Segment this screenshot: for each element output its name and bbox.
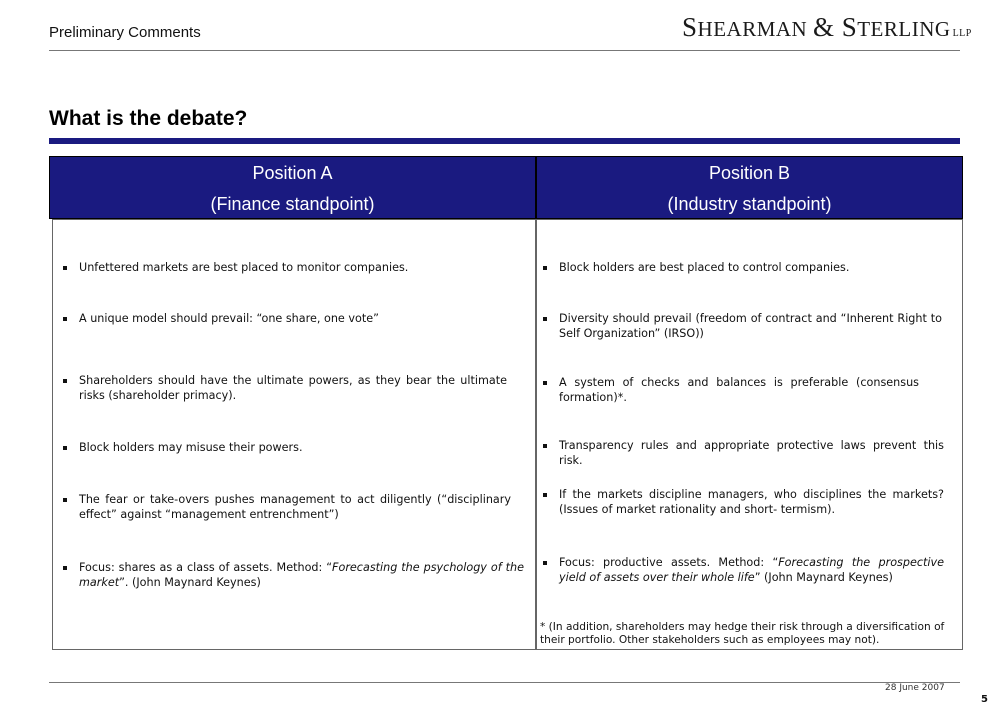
bullet-square-icon: [543, 381, 547, 385]
footer-divider: [49, 682, 960, 683]
bullet-square-icon: [543, 444, 547, 448]
position-a-bullet: A unique model should prevail: “one share, one vote”: [79, 311, 524, 326]
slide-title: What is the debate?: [49, 107, 248, 130]
position-b-bullet: A system of checks and balances is preferable (consensus formation)*.: [559, 375, 919, 405]
position-a-title: Position A: [252, 163, 333, 183]
bullet-square-icon: [63, 317, 67, 321]
page-number: 5: [981, 694, 988, 705]
position-b-bullet: Block holders are best placed to control companies.: [559, 260, 944, 275]
slide-date: 28 June 2007: [885, 683, 945, 693]
position-b-bullet: If the markets discipline managers, who disciplines the markets? (Issues of market rationality and short- termism).: [559, 487, 944, 517]
section-label: Preliminary Comments: [49, 24, 201, 41]
position-b-bullet: Transparency rules and appropriate protective laws prevent this risk.: [559, 438, 944, 468]
position-b-panel: [536, 219, 963, 650]
firm-logo: SHEARMAN & STERLING LLP: [682, 12, 972, 42]
bullet-square-icon: [543, 266, 547, 270]
position-a-header: [49, 156, 536, 219]
bullet-square-icon: [543, 561, 547, 565]
position-b-footnote: * (In addition, shareholders may hedge their risk through a diversification of their portfolio. Other stakeholders such as employees may not).: [540, 621, 945, 646]
position-b-header: [536, 156, 963, 219]
bullet-square-icon: [63, 498, 67, 502]
bullet-square-icon: [543, 317, 547, 321]
position-a-subtitle: (Finance standpoint): [210, 194, 375, 214]
bullet-square-icon: [543, 493, 547, 497]
bullet-square-icon: [63, 266, 67, 270]
position-a-bullet: Unfettered markets are best placed to monitor companies.: [79, 260, 524, 275]
position-a-bullet: The fear or take-overs pushes management to act diligently (“disciplinary effect” against “management entrenchment”): [79, 492, 511, 522]
position-a-bullet: Shareholders should have the ultimate powers, as they bear the ultimate risks (shareholder primacy).: [79, 373, 507, 403]
bullet-square-icon: [63, 566, 67, 570]
position-b-bullet: Focus: productive assets. Method: “Forecasting the prospective yield of assets over their whole life” (John Maynard Keynes): [559, 555, 944, 585]
header-divider: [49, 50, 960, 51]
position-b-bullet: Diversity should prevail (freedom of contract and “Inherent Right to Self Organization” (IRSO)): [559, 311, 942, 341]
position-a-bullet: Focus: shares as a class of assets. Method: “Forecasting the psychology of the market”. (John Maynard Keynes): [79, 560, 524, 590]
title-underline-bar: [49, 138, 960, 144]
position-b-subtitle: (Industry standpoint): [667, 194, 832, 214]
bullet-square-icon: [63, 446, 67, 450]
position-a-bullet: Block holders may misuse their powers.: [79, 440, 524, 455]
position-b-title: Position B: [708, 163, 791, 183]
bullet-square-icon: [63, 379, 67, 383]
